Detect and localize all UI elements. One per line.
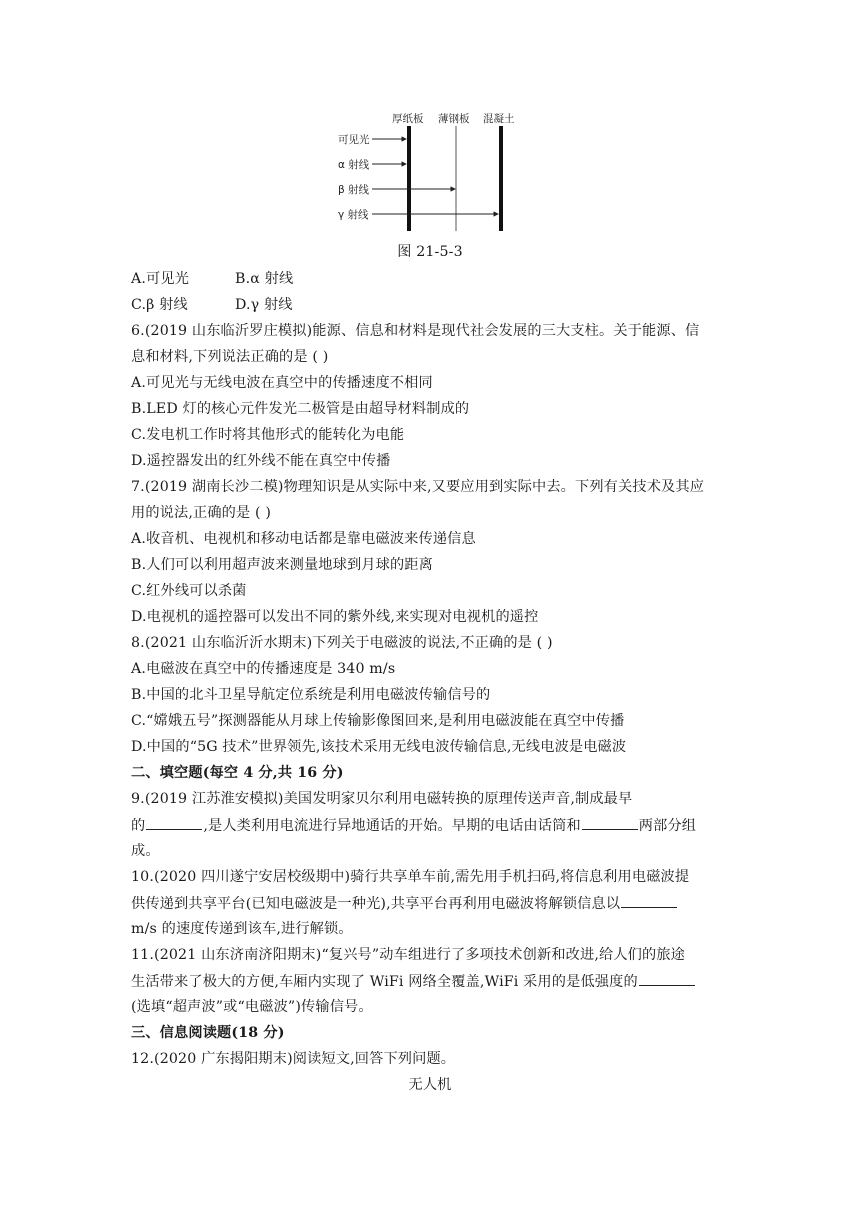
q7-option-d: D.电视机的遥控器可以发出不同的紫外线,来实现对电视机的遥控 [131, 609, 539, 625]
q9-text-b: ,是人类利用电流进行异地通话的开始。早期的电话由话筒和 [203, 818, 581, 834]
q11-line3: (选填“超声波”或“电磁波”)传输信号。 [131, 999, 373, 1015]
q10-line1: 10.(2020 四川遂宁安居校级期中)骑行共享单车前,需先用手机扫码,将信息利用电磁波提 [131, 869, 690, 885]
q10-blank[interactable] [621, 894, 677, 908]
ray-label-beta: β 射线 [338, 184, 370, 196]
q5-option-b: B.α 射线 [235, 271, 294, 287]
q8-option-d: D.中国的“5G 技术”世界领先,该技术采用无线电波传输信息,无线电波是电磁波 [131, 739, 627, 755]
article-title: 无人机 [408, 1077, 452, 1093]
q6-option-a: A.可见光与无线电波在真空中的传播速度不相同 [131, 375, 433, 391]
q8-stem: 8.(2021 山东临沂沂水期末)下列关于电磁波的说法,不正确的是 ( ) [131, 635, 553, 651]
material-label-steel: 薄钢板 [438, 113, 470, 125]
section3-title: 三、信息阅读题(18 分) [131, 1025, 285, 1041]
material-label-concrete: 混凝土 [483, 113, 515, 125]
q9-blank-2[interactable] [582, 816, 638, 830]
q11-line2 [131, 972, 696, 991]
q9-line3: 成。 [131, 843, 160, 859]
q6-option-b: B.LED 灯的核心元件发光二极管是由超导材料制成的 [131, 401, 470, 417]
q7-stem-line2: 用的说法,正确的是 ( ) [131, 505, 272, 521]
q6-option-c: C.发电机工作时将其他形式的能转化为电能 [131, 427, 405, 443]
q5-option-c: C.β 射线 [131, 297, 188, 313]
q5-option-a: A.可见光 [131, 271, 190, 287]
q9-line1: 9.(2019 江苏淮安模拟)美国发明家贝尔利用电磁转换的原理传送声音,制成最早 [131, 791, 633, 807]
q9-text-a: 的 [131, 818, 146, 834]
q10-line2 [131, 894, 678, 913]
q12-stem: 12.(2020 广东揭阳期末)阅读短文,回答下列问题。 [131, 1051, 456, 1067]
q6-option-d: D.遥控器发出的红外线不能在真空中传播 [131, 453, 391, 469]
ray-label-visible: 可见光 [338, 134, 370, 146]
q11-line1: 11.(2021 山东济南济阳期末)“复兴号”动车组进行了多项技术创新和改进,给人们的旅途 [131, 947, 686, 963]
q9-text-c: 两部分组 [638, 818, 697, 834]
q7-stem-line1: 7.(2019 湖南长沙二模)物理知识是从实际中来,又要应用到实际中去。下列有关技术及其应 [131, 479, 705, 495]
q8-option-b: B.中国的北斗卫星导航定位系统是利用电磁波传输信号的 [131, 687, 491, 703]
q7-option-b: B.人们可以利用超声波来测量地球到月球的距离 [131, 557, 433, 573]
q10-text: 供传递到共享平台(已知电磁波是一种光),共享平台再利用电磁波将解锁信息以 [131, 896, 621, 912]
q11-text: 生活带来了极大的方便,车厢内实现了 WiFi 网络全覆盖,WiFi 采用的是低强度的 [131, 974, 638, 990]
q8-option-c: C.“嫦娥五号”探测器能从月球上传输影像图回来,是利用电磁波能在真空中传播 [131, 713, 625, 729]
q7-option-c: C.红外线可以杀菌 [131, 583, 247, 599]
q8-option-a: A.电磁波在真空中的传播速度是 340 m/s [131, 661, 396, 677]
ray-label-gamma: γ 射线 [338, 209, 369, 221]
q10-line3: m/s 的速度传递到该车,进行解锁。 [131, 921, 353, 937]
q5-options-row2 [131, 296, 293, 314]
q9-line2 [131, 816, 696, 835]
q6-stem-line2: 息和材料,下列说法正确的是 ( ) [131, 349, 329, 365]
q9-blank-1[interactable] [146, 816, 202, 830]
figure-caption: 图 21-5-3 [397, 244, 463, 260]
radiation-penetration-figure [330, 98, 530, 238]
q5-option-d: D.γ 射线 [235, 297, 293, 313]
q11-blank[interactable] [639, 972, 695, 986]
q7-option-a: A.收音机、电视机和移动电话都是靠电磁波来传递信息 [131, 531, 476, 547]
section2-title: 二、填空题(每空 4 分,共 16 分) [131, 765, 344, 781]
ray-label-alpha: α 射线 [338, 159, 370, 171]
material-label-cardboard: 厚纸板 [392, 113, 424, 125]
q5-options-row1 [131, 270, 294, 288]
q6-stem-line1: 6.(2019 山东临沂罗庄模拟)能源、信息和材料是现代社会发展的三大支柱。关于能源、信 [131, 323, 700, 339]
